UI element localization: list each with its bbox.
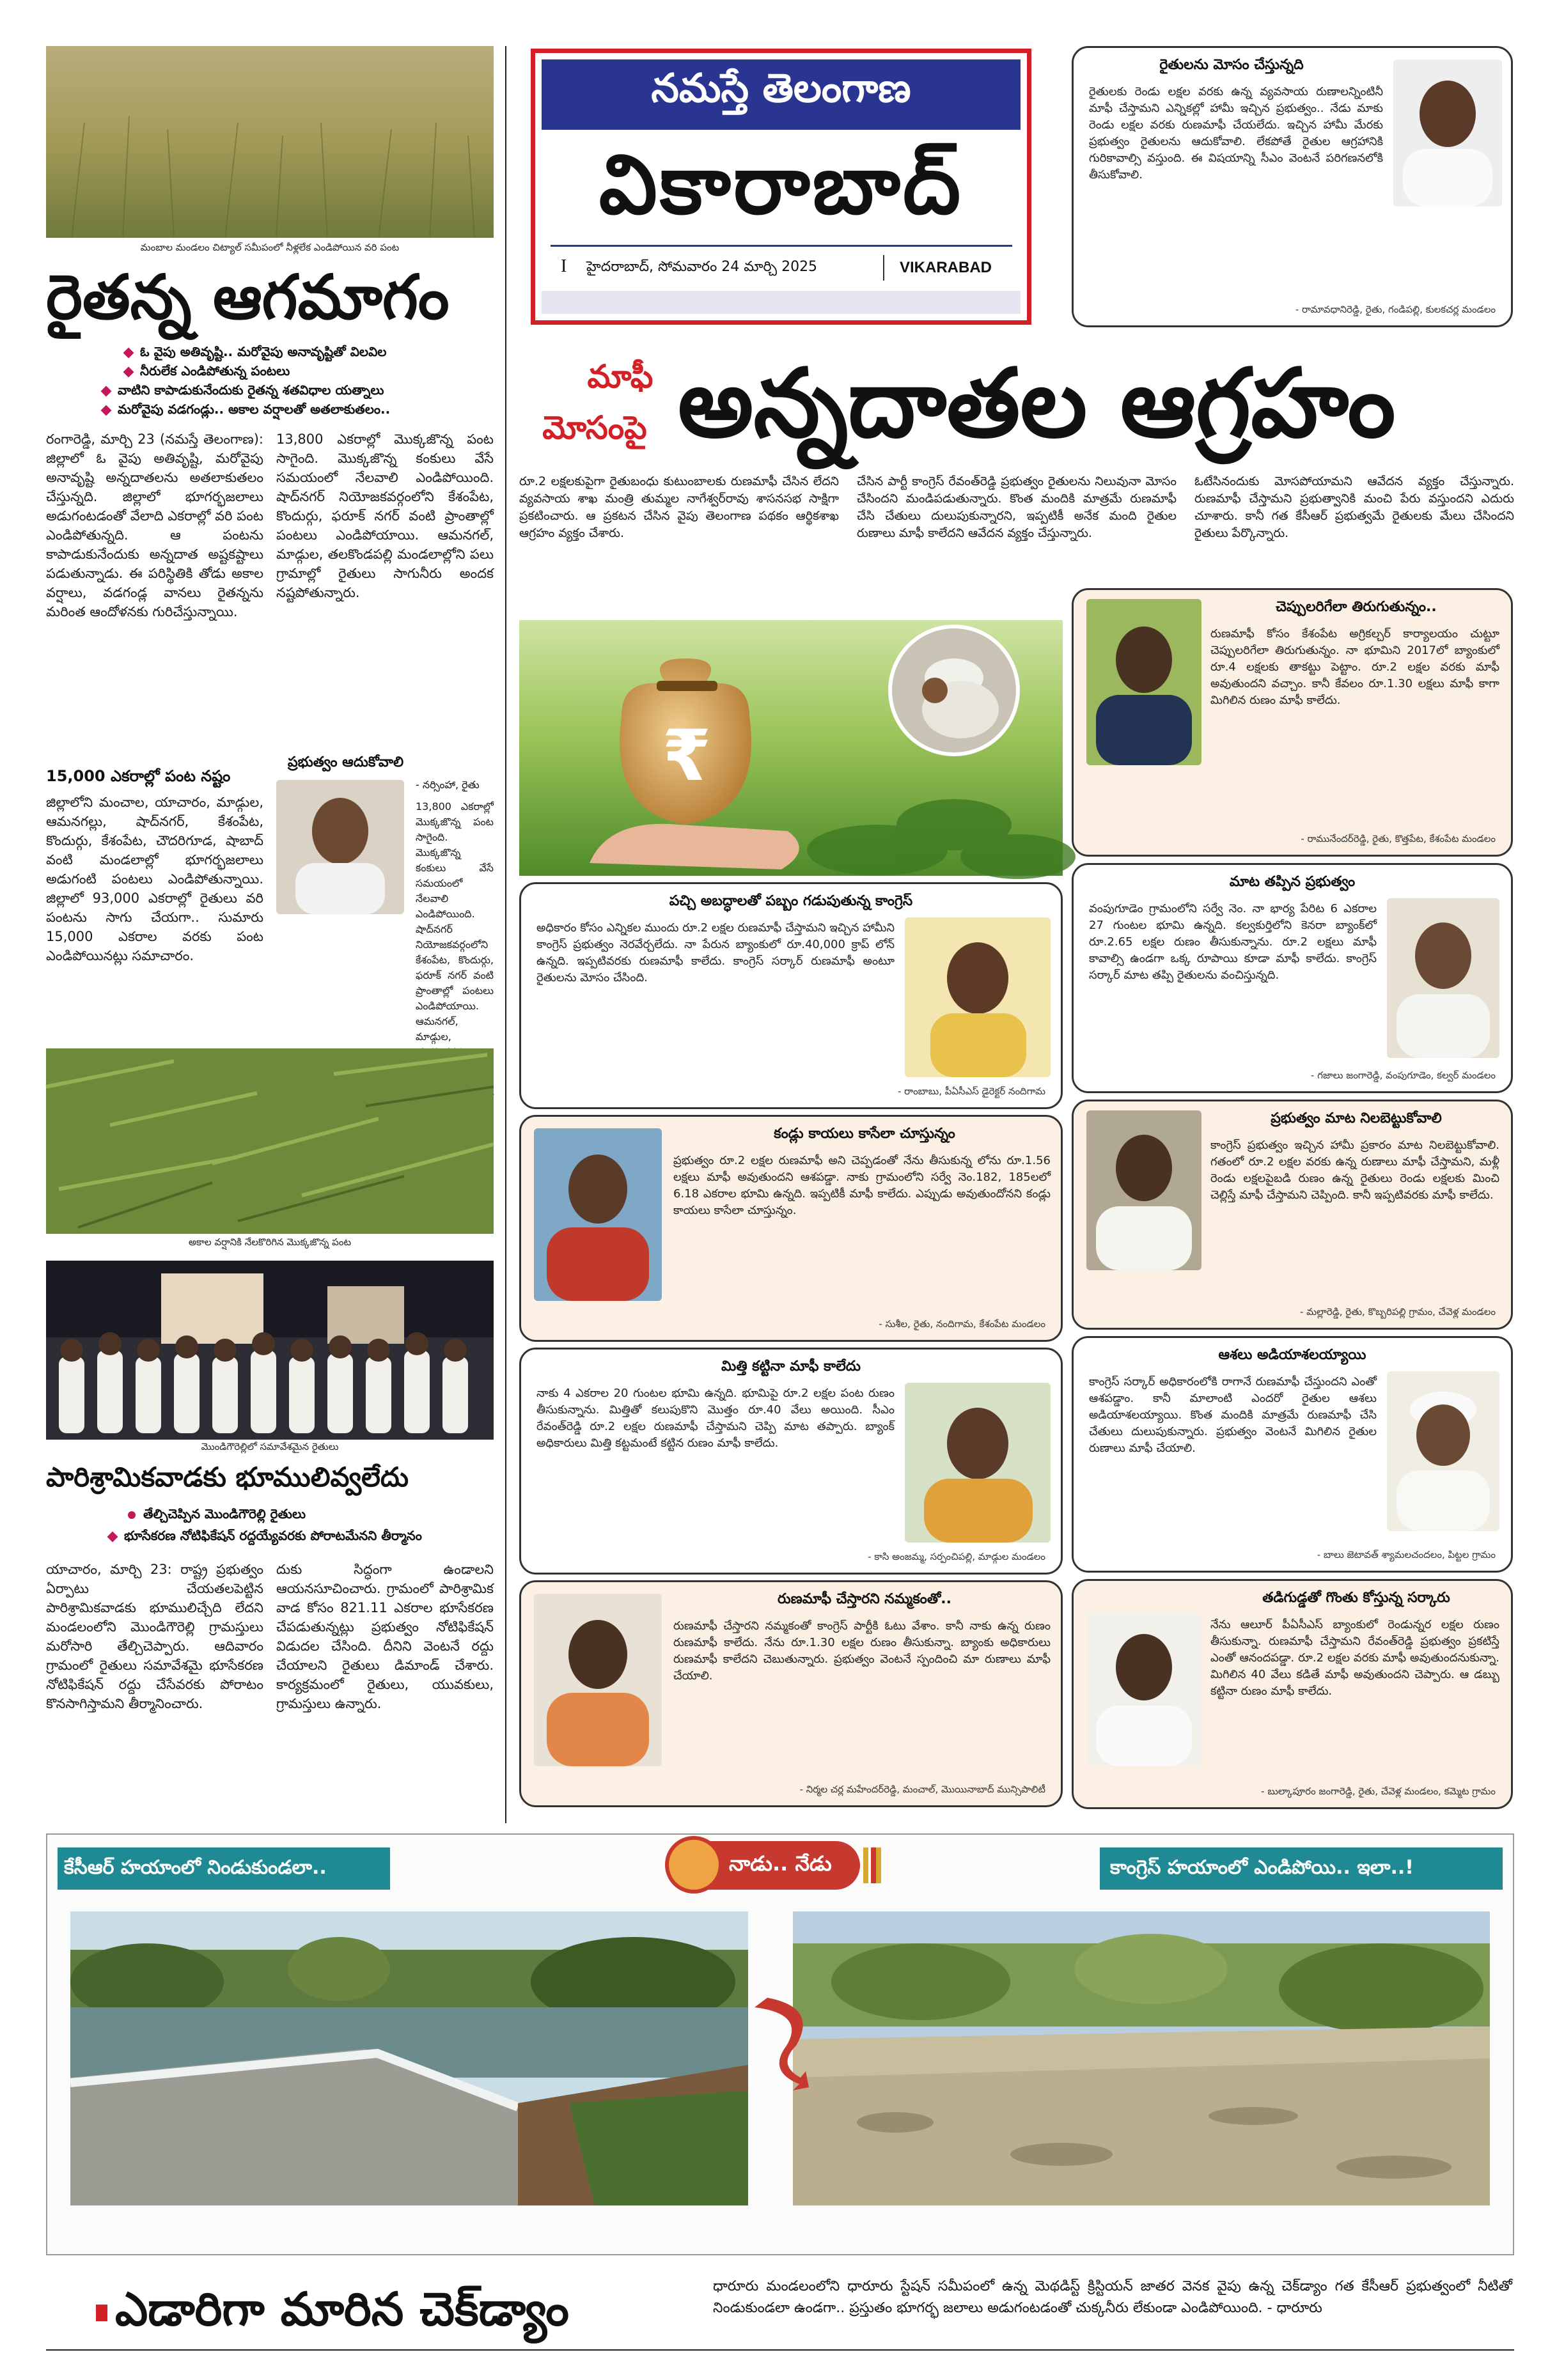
testimonial-box-susheela [519, 1115, 1063, 1342]
testimonial-box-jangareddy [1072, 863, 1513, 1093]
center-banner-circle [665, 1836, 723, 1894]
testimonial-photo [905, 1383, 1051, 1543]
testimonial-box-ramunender [1072, 588, 1513, 857]
center-banner-label: నాడు.. నేడు [729, 1851, 832, 1876]
testimonial-photo [1393, 59, 1502, 206]
masthead-rule [551, 245, 1012, 247]
dry-paddy-photo [46, 46, 494, 238]
testimonial-signature: - మల్లారెడ్డి, రైతు, కొబ్బరిపల్లి గ్రామం, చేవెళ్ల మండలం [1300, 1306, 1496, 1318]
farmers-meeting-photo [46, 1261, 494, 1440]
money-bag-farmer-graphic [519, 620, 1063, 876]
testimonial-box-mallareddy [1072, 1100, 1513, 1330]
masthead-dateline: హైదరాబాద్, సోమవారం 24 మార్చి 2025 [586, 259, 818, 275]
checkdam-dry-photo [793, 1911, 1490, 2205]
testimonial-title: రైతులను మోసం చేస్తున్నది [1159, 57, 1304, 73]
testimonial-box-bulkapuram [1072, 1579, 1513, 1809]
mid-headline: అన్నదాతల ఆగ్రహం [678, 348, 1396, 458]
testimonial-photo [1086, 1110, 1201, 1270]
testimonial-text: రుణమాఫీ చేస్తారని నమ్మకంతో కాంగ్రెస్ పార్టీకి ఓటు వేశాం. కానీ నాకు ఉన్న రుణం రుణమాఫీ కాలేదు. నేను రూ.1.30 లక్షల రుణం తీసుకున్నా. బ్యాంకు అధికారులు రుణమాఫీ కాలేదని చెబుతున్నారు. ప్రభుత్వం వెంటనే స్పందించి మా రుణాలు మాఫీ చేయాలి. [673, 1619, 1051, 1683]
protest-col1: యాచారం, మార్చి 23: రాష్ట్ర ప్రభుత్వం ఏర్పాటు చేయతలపెట్టిన పారిశ్రామికవాడకు భూములిచ్చేది లేదని మండలంలోని మొండిగౌరెల్లి గ్రామస్తులు మరోసారి తేల్చిచెప్పారు. ఆదివారం గ్రామంలో రైతులు సమావేశమై భూసేకరణ నోటిఫికేషన్ రద్దు చేసేవరకు పోరాటం కొనసాగిస్తామని తీర్మానించారు. [46, 1562, 263, 1711]
farmers-meeting-caption: మొండిగౌరెల్లిలో సమావేశమైన రైతులు [201, 1441, 339, 1452]
testimonial-title: కండ్లు కాయలు కాసేలా చూస్తున్నం [774, 1126, 955, 1142]
testimonial-text: కాంగ్రెస్ ప్రభుత్వం ఇచ్చిన హామీ ప్రకారం మాట నిలబెట్టుకోవాలి. గతంలో రూ.2 లక్షల వరకు ఉన్న రుణాలు మాఫీ చేస్తామని, మళ్లీ రెండు లక్షలపైబడి రుణం ఉన్న రైతులు రెండు లక్షలకు మించి చెల్లిస్తే మాఫీ చేస్తామని చెప్పింది. కానీ ఇప్పటివరకు మాఫీ కాలేదు. [1210, 1139, 1499, 1202]
masthead-vsep [883, 255, 884, 281]
testimonial-signature: - రామునేందర్‌రెడ్డి, రైతు, కొత్తపేట, కేశంపేట మండలం [1301, 833, 1496, 844]
masthead-edition-en: VIKARABAD [900, 259, 992, 276]
testimonial-photo [1086, 599, 1201, 765]
testimonial-title: పచ్చి అబద్ధాలతో పబ్బం గడుపుతున్న కాంగ్రెస్ [669, 893, 913, 909]
column-rule-1 [505, 46, 506, 1823]
left-bullet-4: మరోవైపు వడగండ్లు.. అకాల వర్షాలతో అతలాకుతలం.. [102, 401, 390, 420]
left-story-col1: రంగారెడ్డి, మార్చి 23 (నమస్తే తెలంగాణ): జిల్లాలో ఓ వైపు అతివృష్టి, మరోవైపు అనావృష్టి అన్నదాతలను అతలాకుతలం చేస్తున్నది. జిల్లాలో భూగర్భజలాలు అడుగంటడంతో వేలాది ఎకరాల్లో వరి పంట ఎండిపోతున్నది. ఆ పంటను కాపాడుకునేందుకు అన్నదాత అష్టకష్టాలు పడుతున్నాడు. ఈ పరిస్థితికి తోడు అకాల వర్షాలు, వడగండ్ల వానలు రైతన్నను మరింత ఆందోళనకు గురిచేస్తున్నాయి. [46, 432, 263, 619]
left-bullet-1: ఓ వైపు అతివృష్టి.. మరోవైపు అనావృష్టితో విలవిల [125, 344, 387, 362]
testimonial-box-rambabu [519, 882, 1063, 1109]
testimonial-signature: - బుల్కాపూరం జంగారెడ్డి, రైతు, చేవెళ్ల మండలం, కమ్మెట గ్రామం [1261, 1785, 1496, 1797]
testimonial-text: నేను ఆలూర్ పీఏసీఎస్ బ్యాంకులో రెండున్నర లక్షల రుణం తీసుకున్నా. రుణమాఫీ చేస్తామని రేవంత్‌రెడ్డి ప్రభుత్వం ప్రకటిస్తే ఎంతో ఆనందపడ్డా. రూ.2 లక్షల వరకు మాఫీ అవుతుందనుకున్నా. మిగిలిన 40 వేలు కడితే మాఫీ అవుతుందని చెప్పారు. ఆ డబ్బు కట్టినా రుణం మాఫీ కాలేదు. [1210, 1618, 1499, 1698]
checkdam-full-photo [70, 1911, 748, 2205]
testimonial-text: వంపుగూడెం గ్రామంలోని సర్వే నెం. నా భార్య పేరిట 6 ఎకరాల 27 గుంటల భూమి ఉన్నది. కల్వకుర్తిలోని కెనరా బ్యాంక్‌లో రూ.2.65 లక్షల రుణం తీసుకున్నాను. రూ.2 లక్షలు మాఫీ కావాల్సి ఉండగా ఒక్క రూపాయి కూడా మాఫీ కాలేదు. కాంగ్రెస్ సర్కార్ మాట తప్పి రైతులను వంచిస్తున్నది. [1089, 902, 1377, 982]
testimonial-signature: - సుశీల, రైతు, నందిగామ, కేశంపేట మండలం [879, 1318, 1045, 1330]
testimonial-title: మిత్తి కట్టినా మాఫీ కాలేదు [721, 1358, 861, 1374]
left-story-col1b: జిల్లాలోని మంచాల, యాచారం, మాడ్గుల, ఆమనగల్లు, షాద్‌నగర్, కేశంపేట, కొందుర్గు, కేశంపేట, చౌదరిగూడ, షాబాద్ వంటి మండలాల్లో భూగర్భజలాలు అడుగంటి పంటలు ఎండిపోతున్నాయి. జిల్లాలో 93,000 ఎకరాల్లో రైతులు వరి పంటను సాగు చేయగా.. సుమారు 15,000 ఎకరాల వరకు పంట ఎండిపోయినట్లు సమాచారం. [46, 795, 263, 963]
mid-col1: రూ.2 లక్షలకుపైగా రైతుబంధు కుటుంబాలకు రుణమాఫీ చేసిన లేదని వ్యవసాయ శాఖ మంత్రి తుమ్మల నాగేశ్వర్‌రావు శాసనసభ సాక్షిగా ప్రకటించారు. ఆ ప్రకటన చేసిన వైపు తెలంగాణ పథకం ఆర్థికశాఖ ఆగ్రహం వ్యక్తం చేశారు. [519, 474, 839, 540]
svg-text:₹: ₹ [662, 715, 712, 797]
testimonial-text: కాంగ్రెస్ సర్కార్ అధికారంలోకి రాగానే రుణమాఫీ చేస్తుందని ఎంతో ఆశపడ్డాం. కానీ మాలాంటి ఎందరో రైతుల ఆశలు అడియాశలయ్యాయి. కొంత మందికి మాత్రమే రుణమాఫీ చేసి చేతులు దులుపుకున్నారు. ప్రభుత్వం వెంటనే మిగిలిన రైతుల రుణాలు మాఫీ చేయాలి. [1089, 1375, 1377, 1455]
page-bottom-rule [46, 2349, 1514, 2351]
left-quote-text: 13,800 ఎకరాల్లో మొక్కజొన్న పంట సాగైంది. మొక్కజొన్న కంకులు వేసే సమయంలో నేలవాలి ఎండిపోయింది. షాద్‌నగర్ నియోజకవర్గంలోని కేశంపేట, కొందుర్గు, ఫరూక్ నగర్ వంటి ప్రాంతాల్లో పంటలు ఎండిపోయాయి. ఆమనగల్, మాడ్గుల, [416, 800, 494, 1043]
masthead-dateline-marker: I [561, 256, 567, 276]
bottom-headline: ఎడారిగా మారిన చెక్‌డ్యాం [115, 2282, 569, 2336]
testimonial-text: నాకు 4 ఎకరాల 20 గుంటల భూమి ఉన్నది. భూమిపై రూ.2 లక్షల పంట రుణం తీసుకున్నాను. మిత్తితో కలుపుకొని మొత్తం రూ.40 వేలు అయింది. సీఎం రేవంత్‌రెడ్డి రూ.2 లక్షల రుణమాఫీ చేస్తామని చెప్పి మాట తప్పారు. బ్యాంక్ అధికారులు మిత్తి కట్టమంటే కట్టిన రుణం మాఫీ కాలేదు. [536, 1387, 895, 1450]
nadu-nedu-arrow [748, 1995, 812, 2099]
testimonial-box-balu [1072, 1336, 1513, 1573]
testimonial-text: అధికారం కోసం ఎన్నికల ముందు రూ.2 లక్షల రుణమాఫీ చేస్తామని ఇచ్చిన హామీని కాంగ్రెస్ ప్రభుత్వం నెరవేర్చలేదు. నా పేరున బ్యాంకులో రూ.40,000 క్రాప్ లోన్ ఉన్నది. ఇప్పటివరకు రుణమాఫీ కాలేదు. కాంగ్రెస్ సర్కార్ రుణమాఫీ అంటూ రైతులను మోసం చేసింది. [536, 921, 895, 984]
testimonial-box-ramavadhani [1072, 46, 1513, 327]
testimonial-photo [905, 917, 1051, 1077]
fallen-maize-photo [46, 1048, 494, 1234]
protest-col2: దుకు సిద్ధంగా ఉండాలని ఆయనసూచించారు. గ్రామంలో పారిశ్రామిక వాడ కోసం 821.11 ఎకరాల భూసేకరణ చేపడుతున్నట్లు ప్రభుత్వం నోటిఫికేషన్ విడుదల చేసింది. దీనిని వెంటనే రద్దు చేయాలని రైతులు డిమాండ్ చేశారు. కార్యక్రమంలో రైతులు, యువకులు, గ్రామస్తులు ఉన్నారు. [276, 1562, 494, 1711]
testimonial-signature: - రాంబాబు, పీఏసీఎస్ డైరెక్టర్ నందిగామ [898, 1085, 1045, 1097]
protest-bullet-2: భూసేకరణ నోటిఫికేషన్ రద్దయ్యేవరకు పోరాటమేనని తీర్మానం [109, 1528, 422, 1546]
right-banner-label: కాంగ్రెస్ హయాంలో ఎండిపోయి.. ఇలా..! [1110, 1856, 1414, 1879]
testimonial-title: రుణమాఫీ చేస్తారని నమ్మకంతో.. [777, 1591, 952, 1607]
testimonial-title: తడిగుడ్డతో గొంతు కోస్తున్న సర్కారు [1262, 1590, 1450, 1606]
left-quote-heading: ప్రభుత్వం ఆదుకోవాలి [288, 754, 404, 770]
left-bullet-2: నీరులేక ఎండిపోతున్న పంటలు [125, 363, 290, 382]
testimonial-photo [534, 1594, 662, 1766]
bottom-caption: ధారూరు మండలంలోని ధారూరు స్టేషన్ సమీపంలో ఉన్న మెథడిస్ట్ క్రిస్టియన్ జాతర వెనక వైపు ఉన్న చెక్‌డ్యాం గత కేసీఆర్ ప్రభుత్వంలో నీటితో నిండుకుండలా ఉండగా.. ప్రస్తుతం భూగర్భ జలాలు అడుగంటడంతో చుక్కనీరు లేకుండా ఎండిపోయింది. - ధారూరు [713, 2278, 1512, 2316]
testimonial-text: రైతులకు రెండు లక్షల వరకు ఉన్న వ్యవసాయ రుణాలన్నింటినీ మాఫీ చేస్తామని ఎన్నికల్లో హామీ ఇచ్చిన ప్రభుత్వం.. నేడు మాకు రెండు లక్షల వరకు రుణమాఫీ చేయలేదు. ఇచ్చిన హామీ మేరకు ప్రభుత్వం రైతులను ఆదుకోవాలి. లేకపోతే రైతుల ఆగ్రహానికి గురికావాల్సి వస్తుంది. ఈ విషయాన్ని సీఎం వెంటనే పరిగణనలోకి తీసుకోవాలి. [1089, 85, 1383, 182]
mid-col2: చేసిన పార్టీ కాంగ్రెస్ రేవంత్‌రెడ్డి ప్రభుత్వం రైతులను నిలువునా మోసం చేసిందని మండిపడుతున్నారు. కొంత మందికి మాత్రమే రుణమాఫీ చేసి చేతులు దులుపుకున్నారని, ఇప్పటికీ అనేక మంది రైతుల రుణాలు మాఫీ కాలేదని ఆవేదన వ్యక్తం చేస్తున్నారు. [857, 474, 1177, 540]
left-headline: రైతన్న ఆగమాగం [46, 261, 450, 333]
dry-paddy-caption: మంబాల మండలం చిట్యాల్ సమీపంలో నీళ్లలేక ఎండిపోయిన వరి పంట [140, 242, 400, 253]
left-quote-filler [416, 799, 494, 1043]
testimonial-title: ప్రభుత్వం మాట నిలబెట్టుకోవాలి [1271, 1110, 1442, 1126]
testimonial-signature: - రామావధానిరెడ్డి, రైతు, గండిపల్లి, కులకచర్ల మండలం [1295, 304, 1496, 315]
testimonial-signature: - గజాలు జంగారెడ్డి, వంపుగూడెం, కల్వర్ మండలం [1311, 1069, 1496, 1081]
testimonial-photo [534, 1128, 662, 1301]
testimonial-box-mahender [519, 1580, 1063, 1807]
testimonial-photo [1387, 898, 1499, 1058]
mid-headline-small-1: మాఫీ [587, 358, 653, 395]
masthead [531, 49, 1031, 325]
testimonial-signature: - కాసి అంజమ్మ, సర్పంచిపల్లి, మాడ్గుల మండలం [868, 1551, 1045, 1562]
masthead-edition-name: వికారాబాద్ [599, 137, 964, 233]
left-story-subhead: 15,000 ఎకరాల్లో పంట నష్టం [46, 767, 231, 785]
left-quote-name: - నర్సింహా, రైతు [416, 779, 480, 791]
left-bullet-3: వాటిని కాపాడుకునేందుకు రైతన్న శతవిధాల యత్నాలు [102, 382, 384, 401]
farmer-narsimha-photo [276, 780, 404, 914]
testimonial-photo [1086, 1613, 1201, 1766]
testimonial-title: చెప్పులరిగేలా తిరుగుతున్నం.. [1276, 599, 1437, 615]
left-story-col2: 13,800 ఎకరాల్లో మొక్కజొన్న పంట సాగైంది. మొక్కజొన్న కంకులు వేసే సమయంలో నేలవాలి ఎండిపోయింది. షాద్‌నగర్ నియోజకవర్గంలోని కేశంపేట, కొందుర్గు, ఫరూక్ నగర్ వంటి ప్రాంతాల్లో పంటలు ఎండిపోయాయి. ఆమనగల్, మాడ్గుల, తలకొండపల్లి మండలాల్లోని పలు గ్రామాల్లో రైతులు సాగునీరు అందక నష్టపోతున్నారు. [276, 432, 494, 600]
testimonial-title: మాట తప్పిన ప్రభుత్వం [1229, 874, 1356, 890]
testimonial-text: రుణమాఫీ కోసం కేశంపేట అగ్రికల్చర్ కార్యాలయం చుట్టూ చెప్పులరిగేలా తిరుగుతున్నం. నా భూమిని 2017లో బ్యాంకులో రూ.4 లక్షలకు తాకట్టు పెట్టాం. రూ.2 లక్షల వరకు మాఫీ అవుతుందని వచ్చాం. కానీ కేవలం రూ.1.30 లక్షలు మాఫీ కాగా మిగిలిన రుణం మాఫీ కాలేదు. [1210, 627, 1499, 707]
testimonial-title: ఆశలు అడియాశలయ్యాయి [1218, 1347, 1366, 1363]
center-banner-stripes [863, 1847, 882, 1883]
mid-col3: ఓటేసినందుకు మోసపోయామని ఆవేదన వ్యక్తం చేస్తున్నారు. రుణమాఫీ చేస్తామని ప్రభుత్వానికి మంచి పేరు వస్తుందని ఎదురు చూశారు. కానీ గత కేసీఆర్ ప్రభుత్వమే రైతులకు మేలు చేసిందని రైతులు పేర్కొన్నారు. [1194, 474, 1514, 540]
masthead-paper-name: నమస్తే తెలంగాణ [651, 65, 911, 111]
masthead-bottom-band [542, 291, 1021, 314]
bottom-headline-marker [96, 2305, 107, 2321]
left-banner-label: కేసీఆర్ హయాంలో నిండుకుండలా.. [64, 1856, 327, 1879]
testimonial-photo [1387, 1371, 1499, 1531]
fallen-maize-caption: అకాల వర్షానికి నేలకొరిగిన మొక్కజొన్న పంట [188, 1236, 352, 1248]
testimonial-text: ప్రభుత్వం రూ.2 లక్షల రుణమాఫీ అని చెప్పడంతో నేను తీసుకున్న లోను రూ.1.56 లక్షలు మాఫీ అవుతుందని ఆశపడ్డా. నాకు గ్రామంలోని సర్వే నెం.182, 185లలో 6.18 ఎకరాల భూమి ఉన్నది. ఇప్పటికీ మాఫీ కాలేదు. ఎప్పుడు అవుతుందోనని కండ్లు కాయలు కాసేలా చూస్తున్నం. [673, 1154, 1051, 1217]
protest-headline: పారిశ్రామికవాడకు భూములివ్వలేదు [46, 1461, 409, 1493]
testimonial-signature: - నిర్మల చర్ల మహేందర్‌రెడ్డి, మంచాల్, మొయినాబాద్ మున్సిపాలిటీ [799, 1784, 1045, 1795]
testimonial-box-anjamma [519, 1348, 1063, 1575]
mid-headline-small-2: మోసంపై [542, 409, 647, 446]
protest-bullet-1: తేల్చిచెప్పిన మొండిగౌరెల్లి రైతులు [128, 1506, 306, 1525]
testimonial-signature: - బాలు జెటావత్ శ్యామలచందలం, పిట్టల గ్రామం [1317, 1549, 1496, 1560]
